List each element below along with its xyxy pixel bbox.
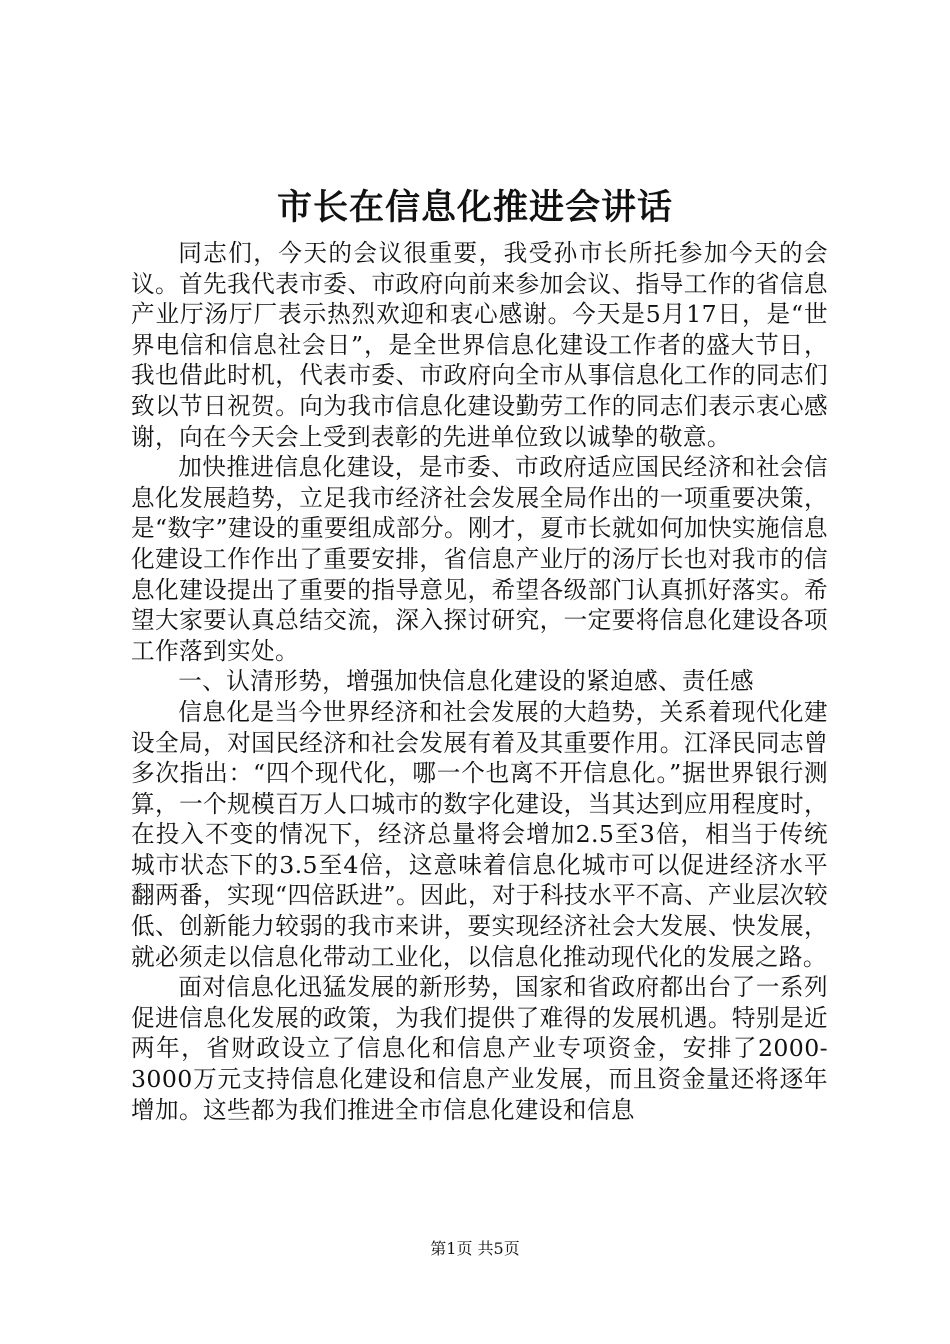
document-body <box>131 238 828 1125</box>
paragraph: 面对信息化迅猛发展的新形势，国家和省政府都出台了一系列促进信息化发展的政策，为我们提供了难得的发展机遇。特别是近两年，省财政设立了信息化和信息产业专项资金，安排了2000-3000万元支持信息化建设和信息产业发展，而且资金量还将逐年增加。这些都为我们推进全市信息化建设和信息 <box>131 973 828 1124</box>
document-title: 市长在信息化推进会讲话 <box>276 187 673 228</box>
page-footer: 第1页 共5页 <box>430 1239 520 1258</box>
paragraph: 同志们，今天的会议很重要，我受孙市长所托参加今天的会议。首先我代表市委、市政府向前来参加会议、指导工作的省信息产业厅汤厅厂表示热烈欢迎和衷心感谢。今天是5月17日，是“世界电信和信息社会日”，是全世界信息化建设工作者的盛大节日，我也借此时机，代表市委、市政府向全市从事信息化工作的同志们致以节日祝贺。向为我市信息化建设勤劳工作的同志们表示衷心感谢，向在今天会上受到表彰的先进单位致以诚挚的敬意。 <box>131 239 828 451</box>
paragraph: 信息化是当今世界经济和社会发展的大趋势，关系着现代化建设全局，对国民经济和社会发展有着及其重要作用。江泽民同志曾多次指出：“四个现代化，哪一个也离不开信息化。”据世界银行测算，一个规模百万人口城市的数字化建设，当其达到应用程度时，在投入不变的情况下，经济总量将会增加2.5至3倍，相当于传统城市状态下的3.5至4倍，这意味着信息化城市可以促进经济水平翻两番，实现“四倍跃进”。因此，对于科技水平不高、产业层次较低、创新能力较弱的我市来讲，要实现经济社会大发展、快发展，就必须走以信息化带动工业化，以信息化推动现代化的发展之路。 <box>131 697 828 971</box>
section-heading: 一、认清形势，增强加快信息化建设的紧迫感、责任感 <box>178 667 755 696</box>
paragraph: 加快推进信息化建设，是市委、市政府适应国民经济和社会信息化发展趋势，立足我市经济社会发展全局作出的一项重要决策，是“数字”建设的重要组成部分。刚才，夏市长就如何加快实施信息化建设工作作出了重要安排，省信息产业厅的汤厅长也对我市的信息化建设提出了重要的指导意见，希望各级部门认真抓好落实。希望大家要认真总结交流，深入探讨研究，一定要将信息化建设各项工作落到实处。 <box>131 453 828 665</box>
